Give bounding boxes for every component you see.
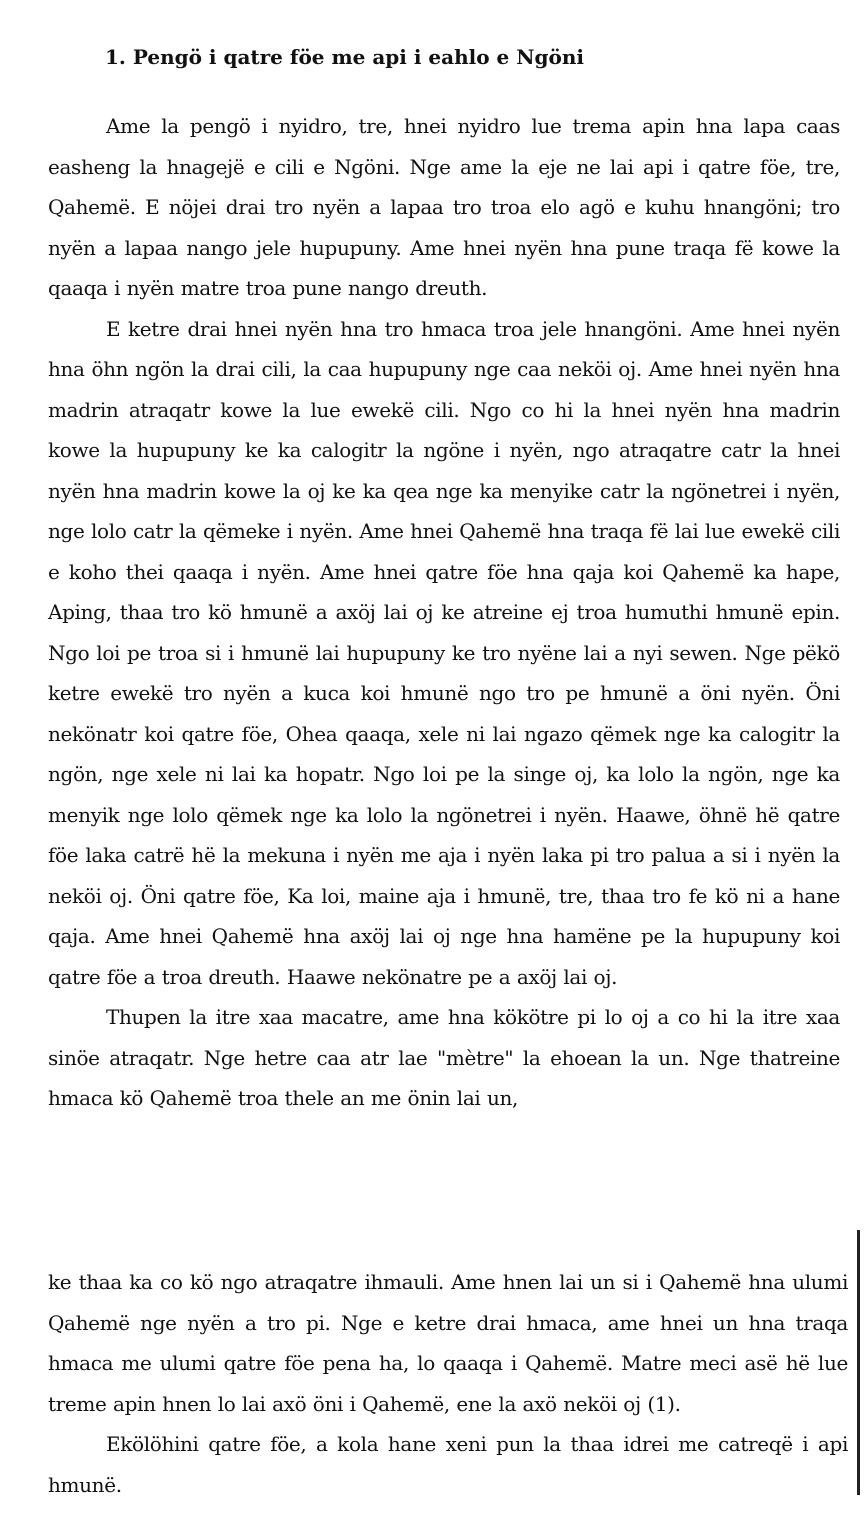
- paragraph-continued: ke thaa ka co kö ngo atraqatre ihmauli. Ame hnen lai un si i Qahemë hna ulumi Qahemë nge nyën a tro pi. Nge e ketre drai hmaca, ame hnei un hna traqa hmaca me ulumi qatre föe pena ha, lo qaaqa i Qahemë. Matre meci asë hë lue treme apin hnen lo lai axö öni i Qahemë, ene la axö neköi oj (1).: [48, 1270, 848, 1416]
- paragraph-final: Ekölöhini qatre föe, a kola hane xeni pun la thaa idrei me catreqë i api hmunë.: [48, 1432, 848, 1497]
- section-heading: 1. Pengö i qatre föe me api i eahlo e Ngöni: [105, 45, 584, 69]
- text-column-upper: [48, 106, 840, 1119]
- text-column-lower: [48, 1262, 848, 1505]
- page-lower-section: [0, 1240, 864, 1527]
- paragraph-1: Ame la pengö i nyidro, tre, hnei nyidro lue trema apin hna lapa caas easheng la hnagejë e cili e Ngöni. Nge ame la eje ne lai api i qatre föe, tre, Qahemë. E nöjei drai tro nyën a lapaa tro troa elo agö e kuhu hnangöni; tro nyën a lapaa nango jele hupupuny. Ame hnei nyën hna pune traqa fë kowe la qaaqa i nyën matre troa pune nango dreuth.: [48, 114, 840, 300]
- paragraph-3: Thupen la itre xaa macatre, ame hna kökötre pi lo oj a co hi la itre xaa sinöe atraqatr. Nge hetre caa atr lae "mètre" la ehoean la un. Nge thatreine hmaca kö Qahemë troa thele an me önin lai un,: [48, 1005, 840, 1110]
- paragraph-2: E ketre drai hnei nyën hna tro hmaca troa jele hnangöni. Ame hnei nyën hna öhn ngön la drai cili, la caa hupupuny nge caa neköi oj. Ame hnei nyën hna madrin atraqatr kowe la lue ewekë cili. Ngo co hi la hnei nyën hna madrin kowe la hupupuny ke ka calogitr la ngöne i nyën, ngo atraqatre catr la hnei nyën hna madrin kowe la oj ke ka qea nge ka menyike catr la ngönetrei i nyën, nge lolo catr la qëmeke i nyën. Ame hnei Qahemë hna traqa fë lai lue ewekë cili e koho thei qaaqa i nyën. Ame hnei qatre föe hna qaja koi Qahemë ka hape, Aping, thaa tro kö hmunë a axöj lai oj ke atreine ej troa humuthi hmunë epin. Ngo loi pe troa si i hmunë lai hupupuny ke tro nyëne lai a nyi sewen. Nge pëkö ketre ewekë tro nyën a kuca koi hmunë ngo tro pe hmunë a öni nyën. Öni nekönatr koi qatre föe, Ohea qaaqa, xele ni lai ngazo qëmek nge ka calogitr la ngön, nge xele ni lai ka hopatr. Ngo loi pe la singe oj, ka lolo la ngön, nge ka menyik nge lolo qëmek nge ka lolo la ngönetrei i nyën. Haawe, öhnë hë qatre föe laka catrë hë la mekuna i nyën me aja i nyën laka pi tro palua a si i nyën la neköi oj. Öni qatre föe, Ka loi, maine aja i hmunë, tre, thaa tro fe kö ni a hane qaja. Ame hnei Qahemë hna axöj lai oj nge hna hamëne pe la hupupuny koi qatre föe a troa dreuth. Haawe nekönatre pe a axöj lai oj.: [48, 316, 840, 989]
